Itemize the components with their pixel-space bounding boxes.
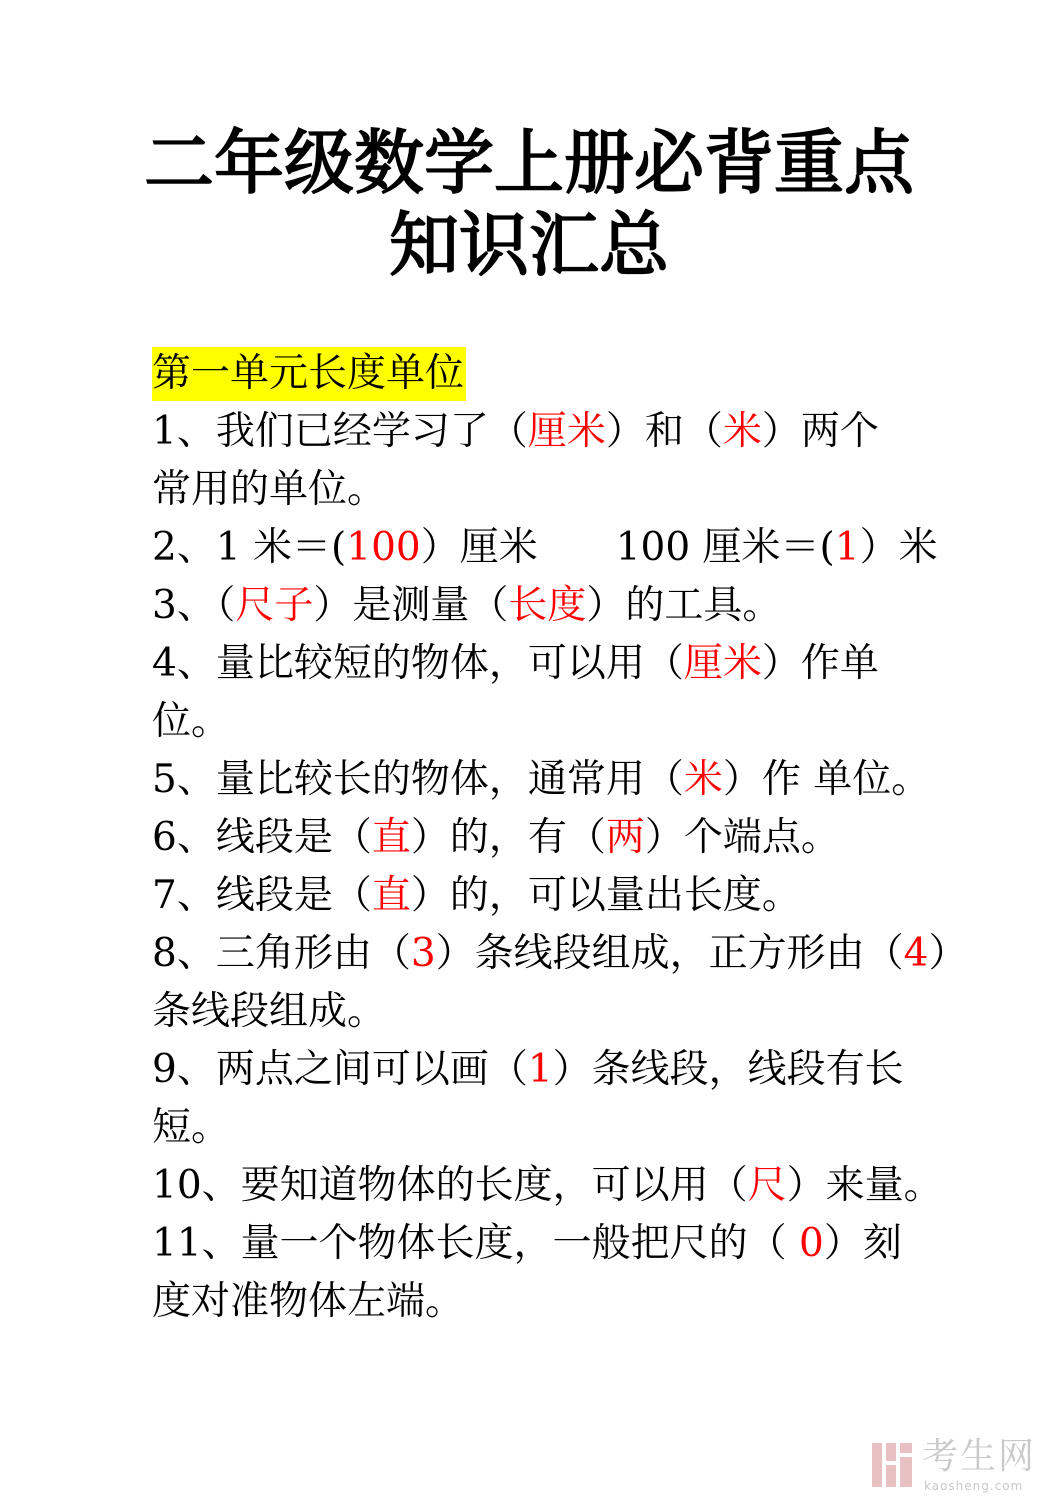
kaosheng-logo-icon [868,1437,916,1495]
answer-text: 两 [605,815,645,860]
line-text: ）的工具。 [586,583,782,628]
line-text: 1、我们已经学习了（ [152,409,528,454]
answer-text: 厘米 [683,641,762,686]
line-text: ）和（ [605,409,723,454]
answer-text: 米 [722,409,762,454]
section-heading: 第一单元长度单位 [152,347,466,401]
answer-text: 0 [799,1221,824,1266]
line-text: 6、线段是（ [152,815,372,860]
section-heading-row [152,345,922,403]
knowledge-line [152,635,922,693]
line-text: 10、要知道物体的长度，可以用（ [152,1163,748,1208]
line-text: ）两个 [761,409,879,454]
line-text: ）是测量（ [313,583,509,628]
answer-text: 直 [371,815,411,860]
line-text: ）的，可以量出长度。 [410,873,801,918]
answer-text: 3 [410,931,436,976]
line-text: ）的，有（ [410,815,606,860]
line-text: 2、1 米＝( [152,525,347,570]
line-text: ）厘米 100 厘米＝( [420,525,835,570]
knowledge-line [152,1157,943,1215]
knowledge-list [152,403,968,1331]
page-title-line-1: 二年级数学上册必背重点 [144,122,914,204]
line-text: 3、（ [152,583,236,628]
answer-text: 直 [371,873,411,918]
knowledge-line [152,519,938,577]
section-content [152,345,968,1331]
line-text: ）米 [859,525,938,570]
page-title-line-2: 知识汇总 [389,204,669,286]
line-text: 5、量比较长的物体，通常用（ [152,757,684,802]
knowledge-line [152,403,922,461]
knowledge-line [152,1099,922,1157]
line-text: 8、三角形由（ [152,931,411,976]
line-text: 9、两点之间可以画（ [152,1047,528,1092]
answer-text: 厘米 [527,409,606,454]
line-text: 短。 [152,1105,231,1150]
line-text: 7、线段是（ [152,873,372,918]
answer-text: 尺 [747,1163,787,1208]
line-text: 位。 [152,699,231,744]
answer-text: 尺子 [235,583,314,628]
line-text: ）条线段，线段有长 [552,1047,904,1092]
line-text: ）个端点。 [644,815,840,860]
knowledge-line [152,693,922,751]
line-text: 常用的单位。 [152,467,387,512]
knowledge-line [152,983,922,1041]
line-text: ）作 单位。 [722,757,931,802]
answer-text: 米 [683,757,723,802]
answer-text: 1 [527,1047,553,1092]
line-text: ）来量。 [786,1163,943,1208]
line-text: 度对准物体左端。 [152,1279,465,1324]
line-text: 条线段组成。 [152,989,387,1034]
line-text: ）刻 [823,1221,902,1266]
knowledge-line [152,809,922,867]
knowledge-line [152,577,922,635]
answer-text: 100 [346,525,421,570]
line-text: 4、量比较短的物体，可以用（ [152,641,684,686]
watermark-name: 考生网 [922,1436,1037,1477]
knowledge-line [152,461,922,519]
answer-text: 1 [834,525,860,570]
knowledge-line [152,1273,922,1331]
answer-text: 4 [903,931,929,976]
line-text: 11、量一个物体长度，一般把尺的（ [152,1221,800,1266]
line-text: ） [928,931,968,976]
knowledge-line [152,1041,922,1099]
answer-text: 长度 [508,583,587,628]
knowledge-line [152,1215,922,1273]
line-text: ）条线段组成，正方形由（ [435,931,904,976]
knowledge-line [152,867,922,925]
knowledge-line [152,925,968,983]
watermark-url: kaosheng.com [924,1479,1024,1493]
knowledge-line [152,751,931,809]
line-text: ）作单 [761,641,879,686]
watermark [868,1437,1048,1497]
